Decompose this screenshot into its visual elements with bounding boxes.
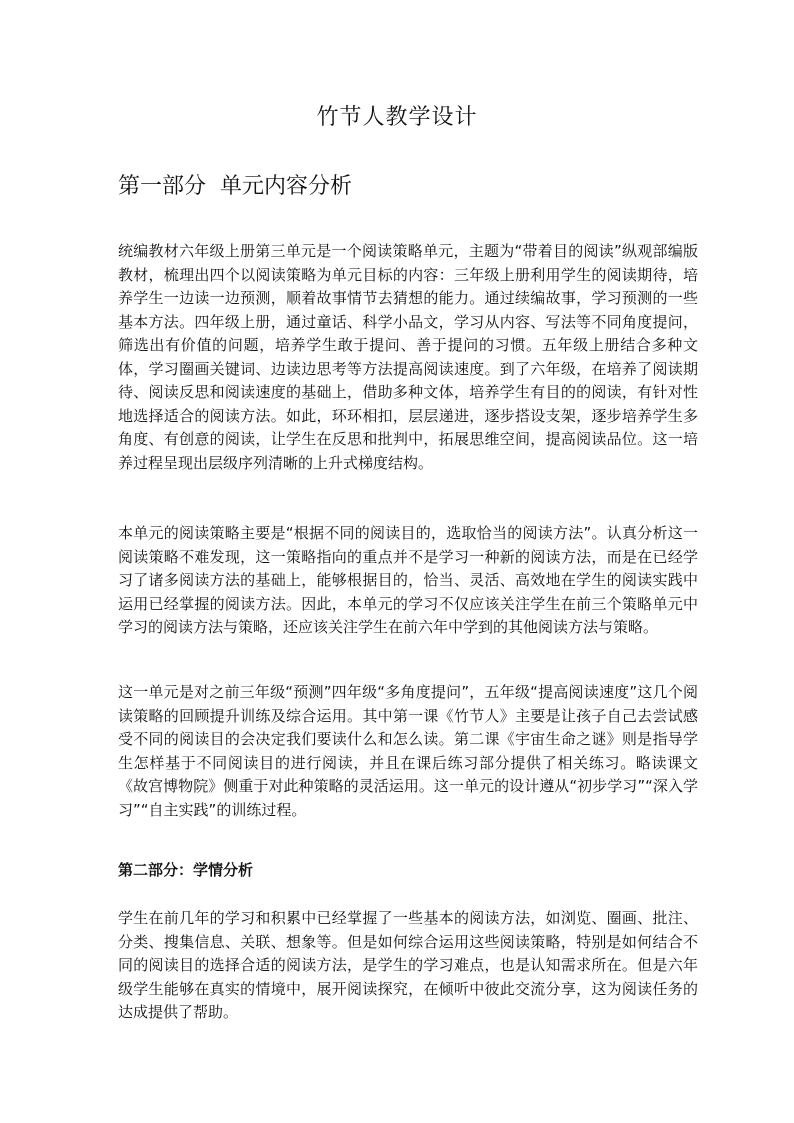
section-1-paragraph-2: 本单元的阅读策略主要是“根据不同的阅读目的，选取恰当的阅读方法”。认真分析这一阅读策略不难发现，这一策略指向的重点并不是学习一种新的阅读方法，而是在已经学习了诸多阅读方法的基础上，能够根据目的，恰当、灵活、高效地在学生的阅读实践中运用已经掌握的阅读方法。因此，本单元的学习不仅应该关注学生在前三个策略单元中学习的阅读方法与策略，还应该关注学生在前六年中学到的其他阅读方法与策略。 xyxy=(118,524,698,636)
section-2-paragraph-1: 学生在前几年的学习和积累中已经掌握了一些基本的阅读方法，如浏览、圈画、批注、分类、搜集信息、关联、想象等。但是如何综合运用这些阅读策略，特别是如何结合不同的阅读目的选择合适的阅读方法，是学生的学习难点，也是认知需求所在。但是六年级学生能够在真实的情境中，展开阅读探究，在倾听中彼此交流分享，这为阅读任务的达成提供了帮助。 xyxy=(118,909,698,1021)
section-2-heading: 第二部分：学情分析 xyxy=(118,861,254,879)
section-1-paragraph-3: 这一单元是对之前三年级“预测”四年级“多角度提问”，五年级“提高阅读速度”这几个阅读策略的回顾提升训练及综合运用。其中第一课《竹节人》主要是让孩子自己去尝试感受不同的阅读目的会决定我们要读什么和怎么读。第二课《宇宙生命之谜》则是指导学生怎样基于不同阅读目的进行阅读，并且在课后练习部分提供了相关练习。略读课文《故宫博物院》侧重于对此种策略的灵活运用。这一单元的设计遵从“初步学习”“深入学习”“自主实践”的训练过程。 xyxy=(118,683,698,819)
section-1-paragraph-1: 统编教材六年级上册第三单元是一个阅读策略单元，主题为“带着目的阅读”纵观部编版教材，梳理出四个以阅读策略为单元目标的内容：三年级上册利用学生的阅读期待，培养学生一边读一边预测，顺着故事情节去猜想的能力。通过续编故事，学习预测的一些基本方法。四年级上册，通过童话、科学小品文，学习从内容、写法等不同角度提问，筛选出有价值的问题，培养学生敢于提问、善于提问的习惯。五年级上册结合多种文体，学习圈画关键词、边读边思考等方法提高阅读速度。到了六年级，在培养了阅读期待、阅读反思和阅读速度的基础上，借助多种文体，培养学生有目的的阅读，有针对性地选择适合的阅读方法。如此，环环相扣，层层递进，逐步搭设支架，逐步培养学生多角度、有创意的阅读，让学生在反思和批判中，拓展思维空间，提高阅读品位。这一培养过程呈现出层级序列清晰的上升式梯度结构。 xyxy=(118,242,698,472)
section-1-heading: 第一部分 单元内容分析 xyxy=(118,174,352,199)
document-title: 竹节人教学设计 xyxy=(316,105,478,130)
